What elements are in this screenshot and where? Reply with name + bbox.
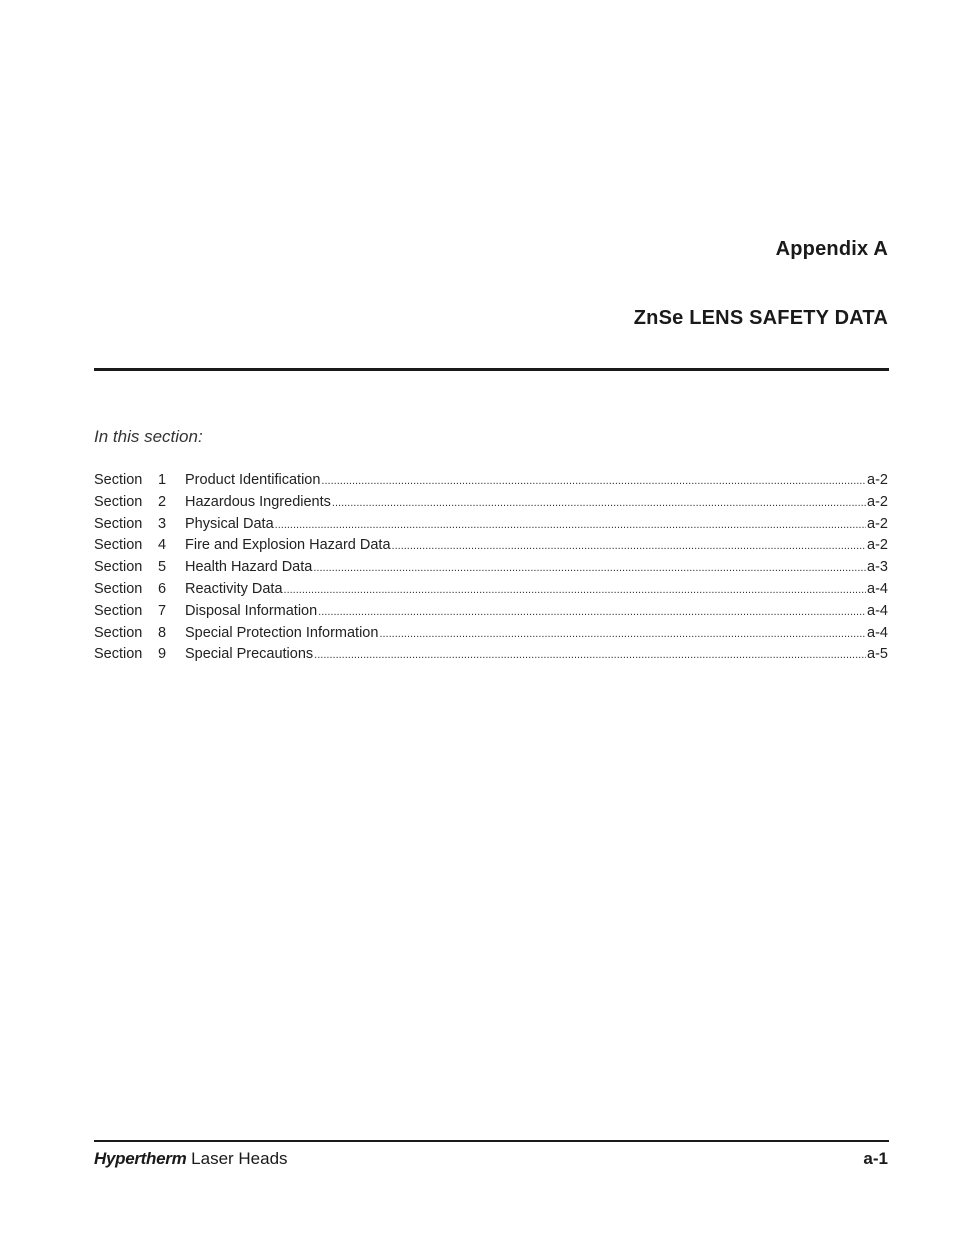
toc-section-word: Section: [94, 580, 143, 597]
toc-page-ref: a-4: [867, 580, 888, 597]
product-name: Laser Heads: [191, 1149, 288, 1168]
toc-row[interactable]: [94, 472, 888, 494]
toc-section-word: Section: [94, 624, 143, 641]
toc-section-title: Physical Data: [185, 515, 274, 532]
toc-dot-leader: [332, 497, 866, 509]
toc-section-number: 6: [158, 580, 167, 597]
toc-section-title: Health Hazard Data: [185, 559, 313, 576]
toc-section-word: Section: [94, 472, 143, 488]
toc-section-number: 2: [158, 493, 167, 510]
toc-page-ref: a-5: [867, 646, 888, 663]
toc-row[interactable]: [94, 494, 888, 516]
toc-section-word: Section: [94, 646, 143, 663]
table-of-contents: [94, 472, 888, 668]
toc-row[interactable]: [94, 537, 888, 559]
toc-page-ref: a-4: [867, 624, 888, 641]
toc-dot-leader: [275, 519, 866, 531]
toc-page-ref: a-3: [867, 559, 888, 576]
toc-section-title: Reactivity Data: [185, 580, 283, 597]
toc-section-number: 5: [158, 559, 167, 576]
toc-page-ref: a-2: [867, 472, 888, 488]
toc-dot-leader: [318, 606, 866, 618]
toc-row[interactable]: [94, 646, 888, 668]
toc-section-number: 7: [158, 602, 167, 619]
toc-page-ref: a-2: [867, 515, 888, 532]
footer-product-line: [94, 1149, 288, 1169]
brand-name: Hypertherm: [94, 1149, 187, 1168]
toc-section-title: Product Identification: [185, 472, 321, 488]
page-number: a-1: [863, 1149, 888, 1168]
toc-section-word: Section: [94, 559, 143, 576]
toc-page-ref: a-2: [867, 493, 888, 510]
toc-page-ref: a-4: [867, 602, 888, 619]
toc-section-word: Section: [94, 537, 143, 554]
toc-page-ref: a-2: [867, 537, 888, 554]
toc-dot-leader: [284, 584, 867, 596]
toc-section-number: 3: [158, 515, 167, 532]
toc-section-number: 9: [158, 646, 167, 663]
toc-section-word: Section: [94, 515, 143, 532]
appendix-title: Appendix A: [775, 238, 888, 260]
toc-row[interactable]: [94, 603, 888, 625]
toc-section-title: Special Protection Information: [185, 624, 379, 641]
toc-section-number: 8: [158, 624, 167, 641]
toc-dot-leader: [392, 540, 867, 552]
toc-section-number: 4: [158, 537, 167, 554]
toc-section-number: 1: [158, 472, 167, 488]
toc-section-title: Disposal Information: [185, 602, 318, 619]
footer-divider: [94, 1140, 889, 1142]
toc-section-title: Special Precautions: [185, 646, 314, 663]
toc-section-title: Fire and Explosion Hazard Data: [185, 537, 391, 554]
toc-dot-leader: [314, 649, 866, 661]
toc-section-word: Section: [94, 493, 143, 510]
toc-dot-leader: [313, 562, 866, 574]
toc-row[interactable]: [94, 516, 888, 538]
toc-dot-leader: [321, 475, 866, 487]
section-intro: In this section:: [94, 427, 203, 446]
appendix-subtitle: ZnSe LENS SAFETY DATA: [633, 307, 888, 329]
toc-row[interactable]: [94, 581, 888, 603]
toc-section-title: Hazardous Ingredients: [185, 493, 331, 510]
toc-row[interactable]: [94, 625, 888, 647]
header-divider: [94, 368, 889, 371]
toc-dot-leader: [379, 628, 866, 640]
toc-row[interactable]: [94, 559, 888, 581]
toc-section-word: Section: [94, 602, 143, 619]
